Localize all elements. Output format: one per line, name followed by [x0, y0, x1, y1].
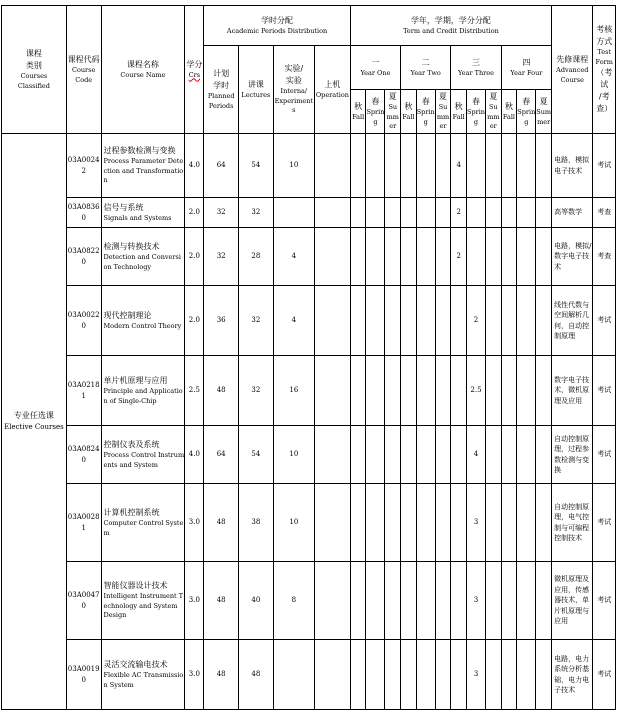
experiment-periods: 10 — [273, 484, 314, 562]
operation-periods — [315, 286, 351, 356]
experiment-periods: 16 — [273, 356, 314, 426]
term-credit — [501, 562, 517, 640]
header-code: 课程代码 Course Code — [66, 6, 101, 134]
header-lectures: 讲课 Lectures — [239, 46, 274, 134]
header-year-two: 二 Year Two — [401, 46, 451, 90]
term-credit — [435, 198, 451, 228]
test-form: 考试 — [593, 356, 616, 426]
course-name-zh: 单片机原理与应用 — [103, 375, 168, 385]
term-credit — [486, 228, 502, 286]
term-credit — [517, 562, 536, 640]
term-credit — [416, 484, 435, 562]
header-season-4-spring: 春 Spring — [517, 90, 536, 134]
term-credit: 3 — [467, 484, 486, 562]
credits: 3.0 — [185, 484, 204, 562]
course-code: 03A08220 — [66, 228, 101, 286]
term-credit — [486, 198, 502, 228]
term-credit — [517, 356, 536, 426]
term-credit — [401, 198, 417, 228]
planned-periods: 32 — [204, 228, 239, 286]
lecture-periods: 48 — [239, 640, 274, 710]
term-credit — [536, 640, 552, 710]
planned-periods: 32 — [204, 198, 239, 228]
advanced-course: 电路，电力系统分析基础，电力电子技术 — [552, 640, 593, 710]
term-credit — [451, 562, 467, 640]
term-credit — [366, 562, 385, 640]
planned-periods: 48 — [204, 356, 239, 426]
advanced-course: 数字电子技术，微机原理及应用 — [552, 356, 593, 426]
planned-periods: 48 — [204, 484, 239, 562]
term-credit — [350, 286, 366, 356]
term-credit — [517, 286, 536, 356]
term-credit — [350, 356, 366, 426]
lecture-periods: 54 — [239, 134, 274, 198]
term-credit — [416, 228, 435, 286]
advanced-course: 高等数学 — [552, 198, 593, 228]
term-credit — [435, 228, 451, 286]
course-name-zh: 现代控制理论 — [103, 310, 152, 320]
term-credit — [350, 426, 366, 484]
lecture-periods: 32 — [239, 356, 274, 426]
term-credit — [435, 134, 451, 198]
header-planned: 计划 学时 Planned Periods — [204, 46, 239, 134]
table-row — [2, 484, 616, 562]
term-credit — [366, 640, 385, 710]
header-periods: 学时分配 Academic Periods Distribution — [204, 6, 350, 46]
term-credit — [385, 134, 401, 198]
term-credit — [350, 228, 366, 286]
course-name — [101, 562, 185, 640]
header-credits: 学分 Crs — [185, 6, 204, 134]
term-credit — [385, 198, 401, 228]
lecture-periods: 38 — [239, 484, 274, 562]
planned-periods: 36 — [204, 286, 239, 356]
credits: 3.0 — [185, 640, 204, 710]
test-form: 考试 — [593, 640, 616, 710]
term-credit — [486, 134, 502, 198]
operation-periods — [315, 134, 351, 198]
term-credit — [350, 484, 366, 562]
term-credit — [385, 426, 401, 484]
course-name — [101, 134, 185, 198]
header-season-1-summer: 夏 Summer — [385, 90, 401, 134]
course-code: 03A00470 — [66, 562, 101, 640]
term-credit — [385, 356, 401, 426]
test-form: 考试 — [593, 426, 616, 484]
term-credit — [350, 640, 366, 710]
experiment-periods — [273, 198, 314, 228]
course-code: 03A00190 — [66, 640, 101, 710]
term-credit — [501, 484, 517, 562]
header-season-4-fall: 秋 Fall — [501, 90, 517, 134]
term-credit — [467, 228, 486, 286]
term-credit — [435, 640, 451, 710]
advanced-course: 线性代数与空间解析几何，自动控制原理 — [552, 286, 593, 356]
lecture-periods: 32 — [239, 286, 274, 356]
term-credit — [401, 426, 417, 484]
term-credit — [536, 228, 552, 286]
lecture-periods: 28 — [239, 228, 274, 286]
term-credit: 2 — [451, 198, 467, 228]
term-credit — [536, 134, 552, 198]
experiment-periods: 4 — [273, 228, 314, 286]
course-name-zh: 控制仪表及系统 — [103, 439, 160, 449]
term-credit — [501, 134, 517, 198]
term-credit — [536, 484, 552, 562]
term-credit — [401, 562, 417, 640]
course-name — [101, 198, 185, 228]
term-credit — [467, 134, 486, 198]
term-credit — [385, 484, 401, 562]
course-name — [101, 484, 185, 562]
term-credit — [385, 228, 401, 286]
term-credit — [517, 484, 536, 562]
term-credit — [501, 356, 517, 426]
term-credit — [366, 426, 385, 484]
test-form: 考查 — [593, 228, 616, 286]
operation-periods — [315, 484, 351, 562]
advanced-course: 电路，模拟电子技术 — [552, 134, 593, 198]
course-name-en: Computer Control System — [103, 518, 184, 537]
term-credit — [350, 562, 366, 640]
term-credit — [536, 198, 552, 228]
header-season-2-fall: 秋 Fall — [401, 90, 417, 134]
term-credit — [401, 228, 417, 286]
category-cell: 专业任选课 Elective Courses — [2, 134, 67, 710]
table-row — [2, 198, 616, 228]
term-credit — [401, 640, 417, 710]
term-credit — [451, 356, 467, 426]
operation-periods — [315, 426, 351, 484]
term-credit: 4 — [467, 426, 486, 484]
course-name-en: Principle and Application of Single-Chip — [103, 386, 183, 405]
term-credit — [366, 356, 385, 426]
course-name-zh: 信号与系统 — [103, 202, 144, 212]
term-credit — [435, 562, 451, 640]
term-credit — [501, 640, 517, 710]
term-credit: 4 — [451, 134, 467, 198]
course-name-en: Process Parameter Detection and Transformation — [103, 156, 184, 185]
header-season-3-summer: 夏 Summer — [486, 90, 502, 134]
term-credit — [366, 134, 385, 198]
term-credit — [435, 426, 451, 484]
term-credit — [385, 562, 401, 640]
term-credit — [416, 562, 435, 640]
term-credit — [486, 286, 502, 356]
course-name — [101, 286, 185, 356]
operation-periods — [315, 640, 351, 710]
course-name-zh: 智能仪器设计技术 — [103, 580, 168, 590]
term-credit: 2 — [451, 228, 467, 286]
course-name-zh: 灵活交流输电技术 — [103, 659, 168, 669]
header-season-3-fall: 秋 Fall — [451, 90, 467, 134]
planned-periods: 64 — [204, 134, 239, 198]
term-credit — [350, 198, 366, 228]
term-credit — [486, 640, 502, 710]
course-code: 03A08240 — [66, 426, 101, 484]
curriculum-table — [1, 5, 616, 710]
test-form: 考查 — [593, 198, 616, 228]
term-credit — [401, 134, 417, 198]
header-name: 课程名称 Course Name — [101, 6, 185, 134]
term-credit — [536, 286, 552, 356]
lecture-periods: 32 — [239, 198, 274, 228]
term-credit — [451, 286, 467, 356]
header-advanced: 先修课程 Advanced Course — [552, 6, 593, 134]
term-credit — [416, 426, 435, 484]
course-code: 03A08360 — [66, 198, 101, 228]
experiment-periods: 8 — [273, 562, 314, 640]
term-credit — [385, 286, 401, 356]
term-credit — [401, 484, 417, 562]
course-name-en: Detection and Conversion Technology — [103, 252, 181, 271]
term-credit: 3 — [467, 640, 486, 710]
term-credit — [366, 286, 385, 356]
term-credit — [536, 356, 552, 426]
planned-periods: 64 — [204, 426, 239, 484]
header-term: 学年，学期，学分分配 Term and Credit Distribution — [350, 6, 551, 46]
term-credit — [486, 562, 502, 640]
experiment-periods — [273, 640, 314, 710]
planned-periods: 48 — [204, 562, 239, 640]
course-name-en: Intelligent Instrument Technology and System Design — [103, 591, 184, 620]
term-credit — [366, 484, 385, 562]
term-credit — [517, 228, 536, 286]
term-credit — [501, 426, 517, 484]
header-year-one: 一 Year One — [350, 46, 400, 90]
test-form: 考试 — [593, 286, 616, 356]
header-season-2-summer: 夏 Summer — [435, 90, 451, 134]
experiment-periods: 10 — [273, 426, 314, 484]
term-credit — [451, 484, 467, 562]
course-code: 03A00242 — [66, 134, 101, 198]
course-name — [101, 228, 185, 286]
header-season-4-summer: 夏 Summer — [536, 90, 552, 134]
term-credit — [486, 484, 502, 562]
test-form: 考试 — [593, 134, 616, 198]
experiment-periods: 4 — [273, 286, 314, 356]
term-credit — [451, 640, 467, 710]
advanced-course: 自动控制原理，过程参数检测与变换 — [552, 426, 593, 484]
planned-periods: 48 — [204, 640, 239, 710]
table-row — [2, 356, 616, 426]
header-category: 课程 类别 Courses Classified — [2, 6, 67, 134]
term-credit — [501, 286, 517, 356]
term-credit: 3 — [467, 562, 486, 640]
credits: 4.0 — [185, 134, 204, 198]
term-credit: 2 — [467, 286, 486, 356]
operation-periods — [315, 356, 351, 426]
table-row — [2, 228, 616, 286]
course-code: 03A02181 — [66, 356, 101, 426]
header-season-1-spring: 春 Spring — [366, 90, 385, 134]
course-code: 03A00281 — [66, 484, 101, 562]
term-credit: 2.5 — [467, 356, 486, 426]
term-credit — [536, 426, 552, 484]
table-row — [2, 562, 616, 640]
course-name-zh: 检测与转换技术 — [103, 241, 160, 251]
term-credit — [517, 198, 536, 228]
term-credit — [350, 134, 366, 198]
term-credit — [501, 228, 517, 286]
test-form: 考试 — [593, 562, 616, 640]
credits: 2.0 — [185, 286, 204, 356]
term-credit — [416, 198, 435, 228]
term-credit — [416, 286, 435, 356]
term-credit — [416, 134, 435, 198]
advanced-course: 电路，模拟/数字电子技术 — [552, 228, 593, 286]
course-name-zh: 计算机控制系统 — [103, 507, 160, 517]
term-credit — [536, 562, 552, 640]
lecture-periods: 54 — [239, 426, 274, 484]
term-credit — [517, 134, 536, 198]
course-name — [101, 426, 185, 484]
header-year-three: 三 Year Three — [451, 46, 501, 90]
header-operation: 上机 Operation — [315, 46, 351, 134]
table-row — [2, 426, 616, 484]
course-name-en: Modern Control Theory — [103, 321, 182, 330]
operation-periods — [315, 228, 351, 286]
credits: 4.0 — [185, 426, 204, 484]
term-credit — [366, 198, 385, 228]
credits: 2.0 — [185, 228, 204, 286]
credits: 2.0 — [185, 198, 204, 228]
header-season-1-fall: 秋 Fall — [350, 90, 366, 134]
header-year-four: 四 Year Four — [501, 46, 551, 90]
credits: 3.0 — [185, 562, 204, 640]
course-name — [101, 356, 185, 426]
header-experiments: 实验/ 实验 Interna/ Experiments — [273, 46, 314, 134]
table-row — [2, 134, 616, 198]
operation-periods — [315, 562, 351, 640]
header-test: 考核 方式 Test Form （考试 /考查） — [593, 6, 616, 134]
advanced-course: 微机原理及应用，传感器技术，单片机原理与应用 — [552, 562, 593, 640]
course-code: 03A00220 — [66, 286, 101, 356]
term-credit — [416, 356, 435, 426]
term-credit — [366, 228, 385, 286]
term-credit — [517, 426, 536, 484]
table-row — [2, 286, 616, 356]
term-credit — [435, 356, 451, 426]
course-name — [101, 640, 185, 710]
term-credit — [486, 426, 502, 484]
course-name-en: Flexible AC Transmission System — [103, 670, 184, 689]
operation-periods — [315, 198, 351, 228]
term-credit — [401, 356, 417, 426]
term-credit — [401, 286, 417, 356]
course-name-zh: 过程参数检测与变换 — [103, 145, 176, 155]
term-credit — [385, 640, 401, 710]
term-credit — [451, 426, 467, 484]
term-credit — [467, 198, 486, 228]
term-credit — [486, 356, 502, 426]
header-season-2-spring: 春 Spring — [416, 90, 435, 134]
term-credit — [435, 286, 451, 356]
table-row — [2, 640, 616, 710]
advanced-course: 自动控制原理，电气控制与可编程控制技术 — [552, 484, 593, 562]
term-credit — [435, 484, 451, 562]
term-credit — [501, 198, 517, 228]
header-season-3-spring: 春 Spring — [467, 90, 486, 134]
test-form: 考试 — [593, 484, 616, 562]
credits: 2.5 — [185, 356, 204, 426]
experiment-periods: 10 — [273, 134, 314, 198]
course-name-en: Process Control Instruments and System — [103, 450, 185, 469]
course-name-en: Signals and Systems — [103, 213, 172, 222]
term-credit — [517, 640, 536, 710]
term-credit — [416, 640, 435, 710]
lecture-periods: 40 — [239, 562, 274, 640]
